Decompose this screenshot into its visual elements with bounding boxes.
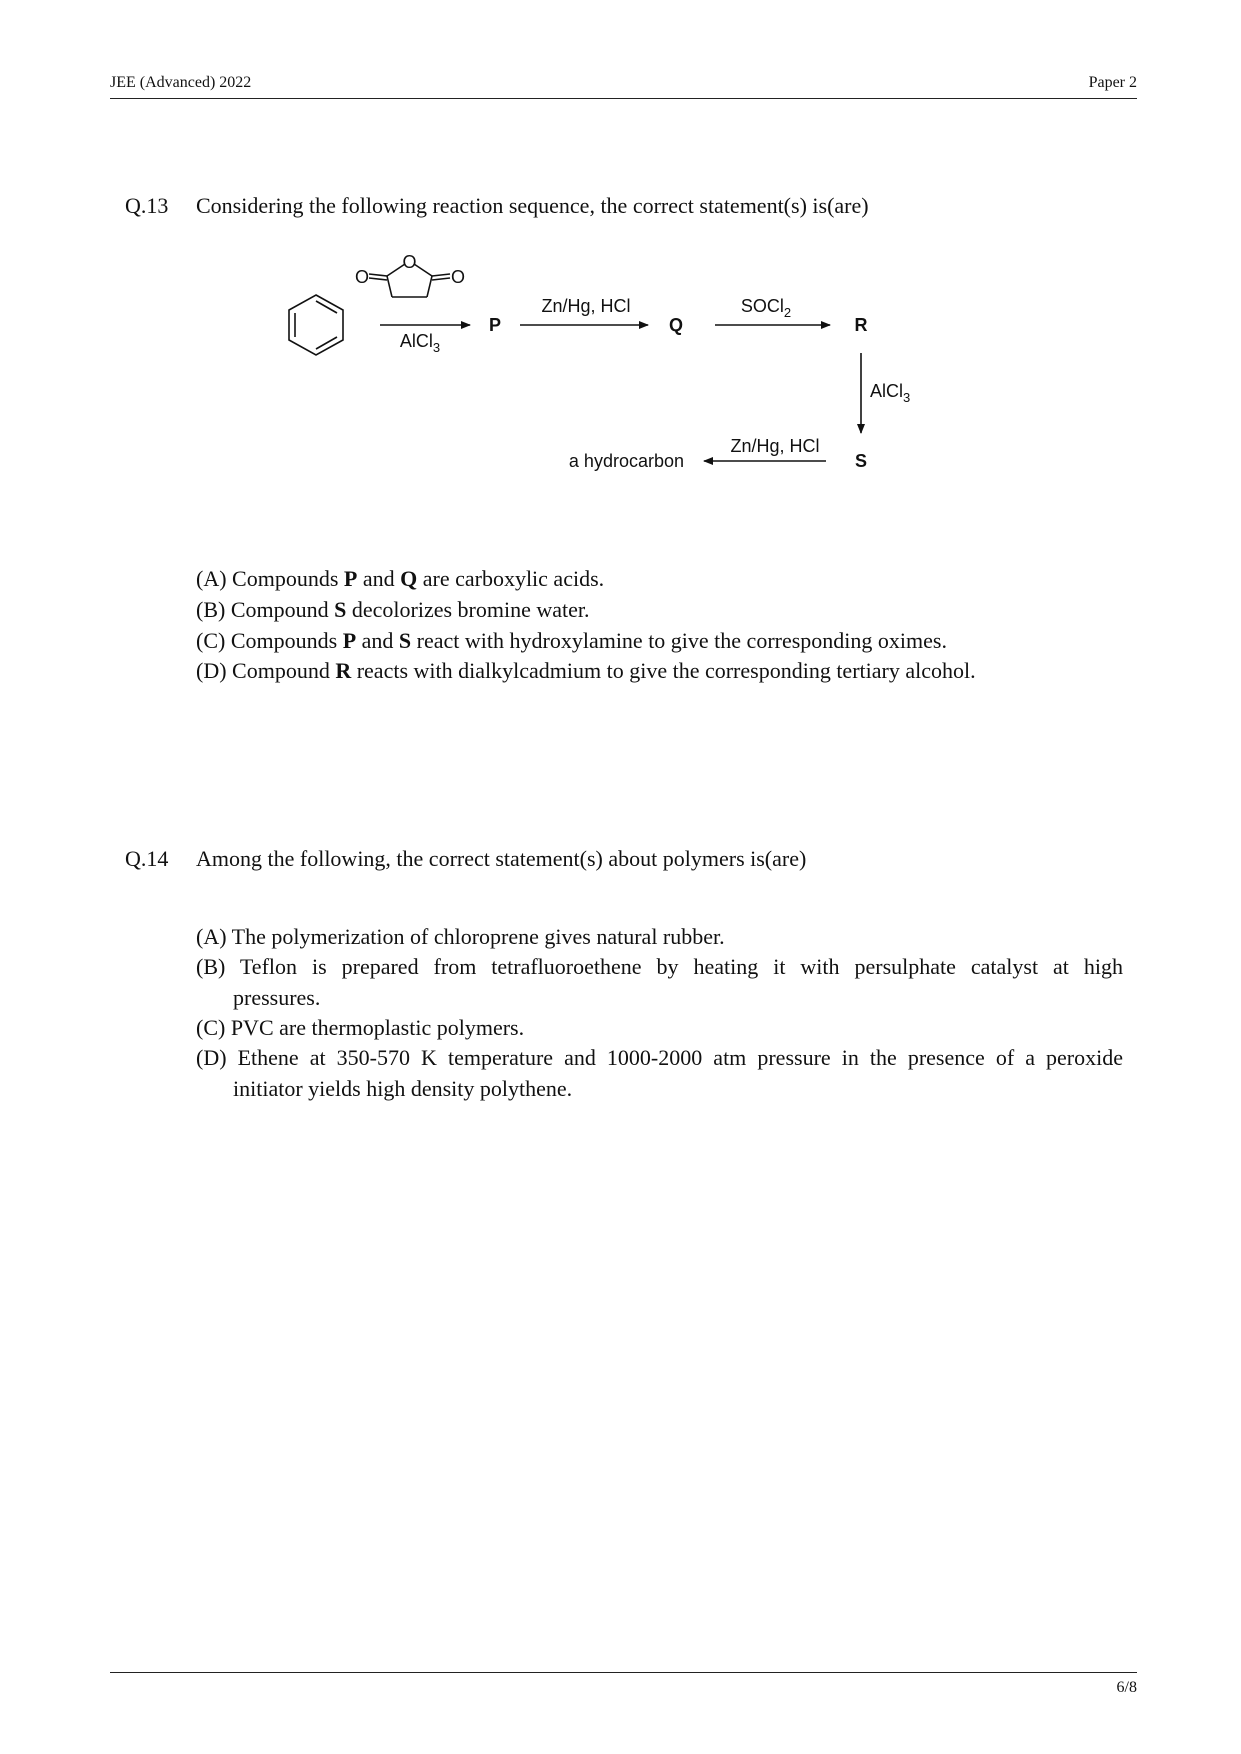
q14-option-a: (A) The polymerization of chloroprene gives natural rubber. bbox=[196, 924, 725, 949]
paper-label: Paper 2 bbox=[1088, 74, 1137, 91]
q13-option-a: (A) Compounds P and Q are carboxylic acids. bbox=[196, 566, 605, 591]
q14-option-d-line2: initiator yields high density polythene. bbox=[233, 1076, 573, 1101]
page-header bbox=[110, 74, 1137, 99]
final-product-hydrocarbon: a hydrocarbon bbox=[568, 451, 684, 471]
reagent-socl2: SOCl$_2$ bbox=[740, 296, 792, 320]
q14-option-b-line2: pressures. bbox=[233, 985, 321, 1010]
compound-q: Q bbox=[668, 315, 684, 335]
question-stem: Considering the following reaction sequence, the correct statement(s) is(are) bbox=[196, 193, 869, 218]
reagent-zn-hg-hcl-2: Zn/Hg, HCl bbox=[730, 436, 820, 456]
q14-option-d bbox=[196, 1042, 1123, 1104]
footer-rule bbox=[110, 1672, 1137, 1673]
q14-option-b bbox=[196, 951, 1123, 1013]
exam-title: JEE (Advanced) 2022 bbox=[110, 74, 252, 91]
q13-option-c: (C) Compounds P and S react with hydroxylamine to give the corresponding oximes. bbox=[196, 628, 947, 653]
compound-p: P bbox=[488, 315, 502, 335]
q14-option-c: (C) PVC are thermoplastic polymers. bbox=[196, 1015, 525, 1040]
compound-s: S bbox=[854, 451, 868, 471]
reagent-zn-hg-hcl-1: Zn/Hg, HCl bbox=[541, 296, 631, 316]
reaction-scheme bbox=[270, 245, 1050, 495]
succinic-anhydride-structure bbox=[355, 252, 465, 297]
question-number: Q.13 bbox=[125, 193, 169, 218]
anhydride-carbonyl-oxygen-right: O bbox=[450, 267, 466, 287]
q13-option-d: (D) Compound R reacts with dialkylcadmium to give the corresponding tertiary alcohol. bbox=[196, 658, 976, 683]
anhydride-ring-oxygen: O bbox=[402, 252, 417, 272]
q14-option-b-line1: (B) Teflon is prepared from tetrafluoroethene by heating it with persulphate catalyst at high bbox=[196, 954, 1123, 979]
question-stem: Among the following, the correct statement(s) about polymers is(are) bbox=[196, 846, 807, 871]
compound-r: R bbox=[854, 315, 868, 335]
reagent-alcl3-2: AlCl$_3$ bbox=[870, 381, 911, 405]
benzene-structure bbox=[289, 295, 343, 355]
q14-option-d-line1: (D) Ethene at 350-570 K temperature and 1000-2000 atm pressure in the presence of a peroxide bbox=[196, 1045, 1123, 1070]
reagent-alcl3-1: AlCl$_3$ bbox=[399, 331, 441, 355]
anhydride-carbonyl-oxygen-left: O bbox=[354, 267, 370, 287]
question-number: Q.14 bbox=[125, 846, 169, 871]
q13-option-b: (B) Compound S decolorizes bromine water. bbox=[196, 597, 590, 622]
page-number: 6/8 bbox=[1116, 1679, 1137, 1696]
